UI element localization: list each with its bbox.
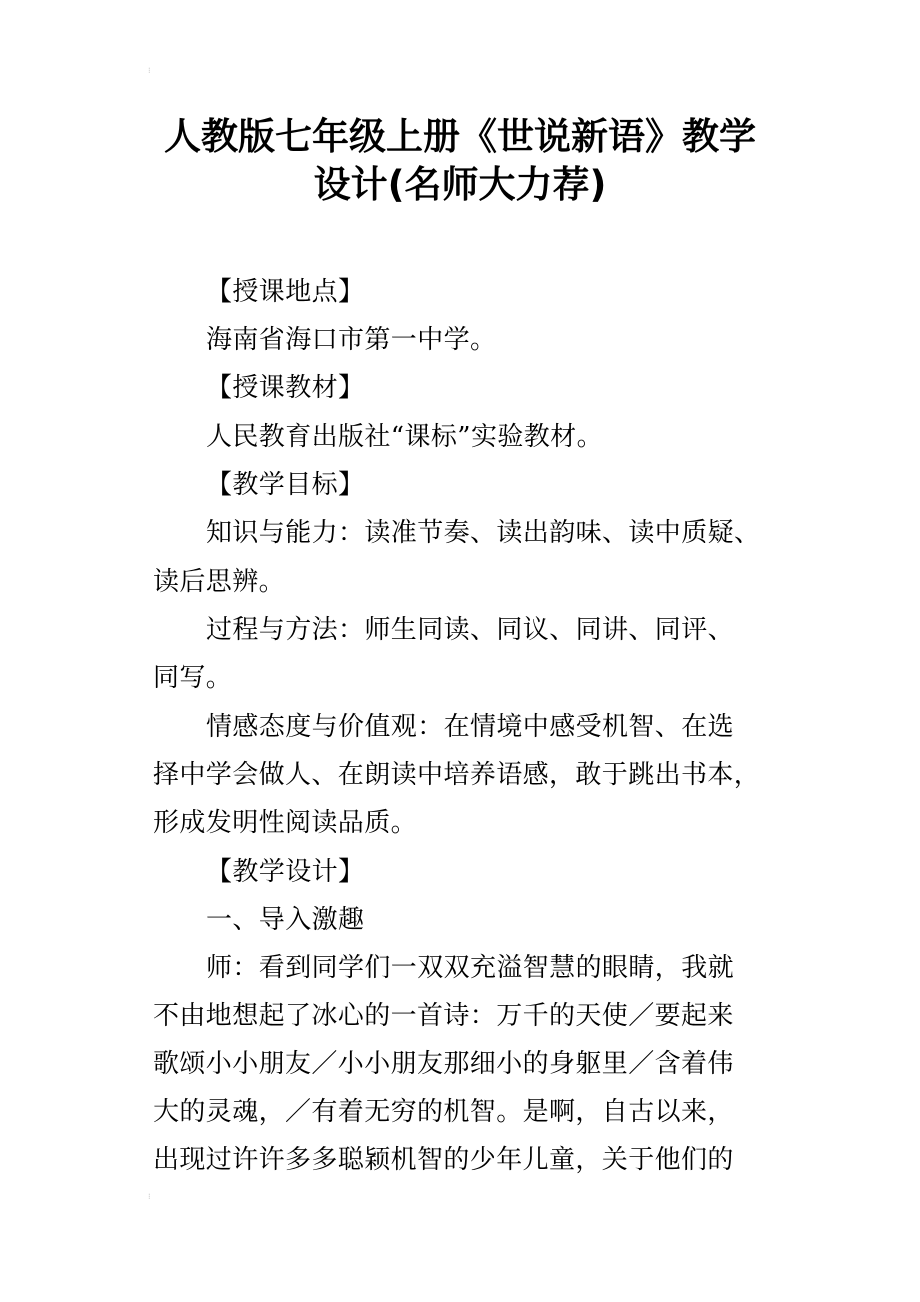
paragraph-line: 歌颂小小朋友／小小朋友那细小的身躯里／含着伟 xyxy=(153,1049,734,1079)
section-heading-objectives: 【教学目标】 xyxy=(206,470,365,500)
paragraph-line: 择中学会做人、在朗读中培养语感，敢于跳出书本， xyxy=(153,760,761,790)
corner-mark-bottom: ⁝ xyxy=(148,1192,151,1201)
paragraph-line: 过程与方法：师生同读、同议、同讲、同评、 xyxy=(206,615,735,645)
paragraph-line: 大的灵魂，／有着无穷的机智。是啊，自古以来， xyxy=(153,1097,734,1127)
document-title-line-2: 设计(名师大力荐) xyxy=(313,163,607,206)
section-heading-location: 【授课地点】 xyxy=(206,277,365,307)
paragraph-line: 海南省海口市第一中学。 xyxy=(206,325,497,355)
paragraph-line: 不由地想起了冰心的一首诗：万千的天使／要起来 xyxy=(153,1001,734,1031)
subsection-heading: 一、导入激趣 xyxy=(206,905,365,935)
paragraph-line: 形成发明性阅读品质。 xyxy=(153,808,418,838)
paragraph-line: 读后思辨。 xyxy=(153,567,286,597)
paragraph-line: 同写。 xyxy=(153,663,233,693)
document-title-line-1: 人教版七年级上册《世说新语》教学 xyxy=(164,115,756,158)
paragraph-line: 人民教育出版社“课标”实验教材。 xyxy=(206,422,603,452)
paragraph-line: 师：看到同学们一双双充溢智慧的眼睛，我就 xyxy=(206,953,735,983)
section-heading-textbook: 【授课教材】 xyxy=(206,373,365,403)
paragraph-line: 知识与能力：读准节奏、读出韵味、读中质疑、 xyxy=(206,518,761,548)
section-heading-design: 【教学设计】 xyxy=(206,857,365,887)
paragraph-line: 出现过许许多多聪颖机智的少年儿童，关于他们的 xyxy=(153,1145,734,1175)
corner-mark-top: ⁝ xyxy=(148,66,151,75)
paragraph-line: 情感态度与价值观：在情境中感受机智、在选 xyxy=(206,712,735,742)
